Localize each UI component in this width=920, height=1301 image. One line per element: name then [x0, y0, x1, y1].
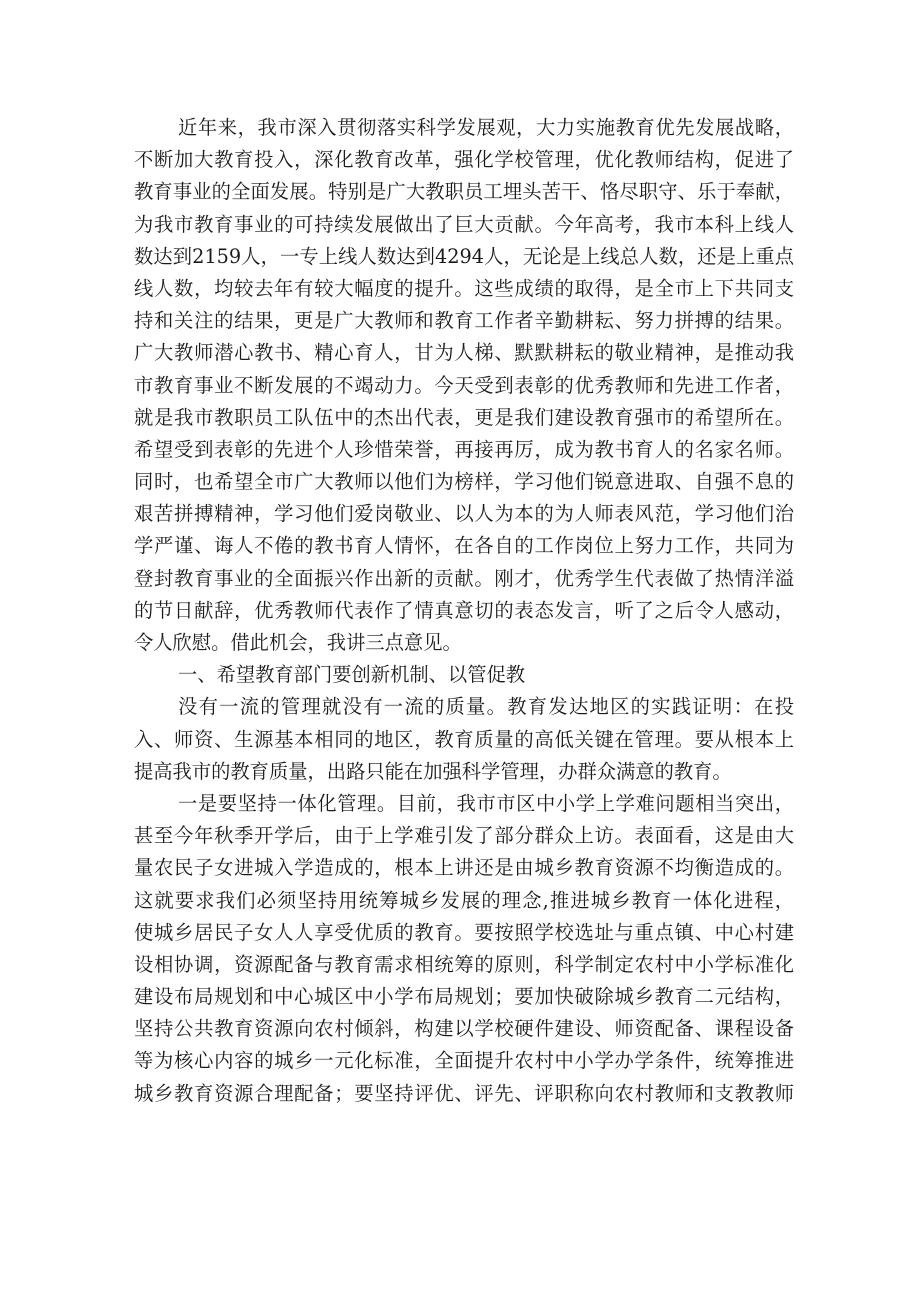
text-line: 登封教育事业的全面振兴作出新的贡献。刚才，优秀学生代表做了热情洋溢: [134, 566, 794, 590]
text-line: 等为核心内容的城乡一元化标准，全面提升农村中小学办学条件，统筹推进: [134, 1049, 794, 1073]
text-line: 教育事业的全面发展。特别是广大教职员工埋头苦干、恪尽职守、乐于奉献，: [134, 180, 794, 204]
text-line: 艰苦拼搏精神，学习他们爱岗敬业、以人为本的为人师表风范，学习他们治: [134, 502, 794, 526]
text-line: 没有一流的管理就没有一流的质量。教育发达地区的实践证明：在投: [178, 695, 794, 719]
text-line: 不断加大教育投入，深化教育改革，强化学校管理，优化教师结构，促进了: [134, 148, 794, 172]
text-line: 提高我市的教育质量，出路只能在加强科学管理，办群众满意的教育。: [134, 759, 732, 783]
text-line: 一是要坚持一体化管理。目前，我市市区中小学上学难问题相当突出，: [178, 791, 794, 815]
text-line: 同时，也希望全市广大教师以他们为榜样，学习他们锐意进取、自强不息的: [134, 470, 794, 494]
text-line: 数达到2159人，一专上线人数达到4294人，无论是上线总人数，还是上重点: [134, 244, 794, 268]
paragraph-integration: [134, 788, 794, 1110]
heading-line: 一、希望教育部门要创新机制、以管促教: [178, 663, 526, 687]
document-page: [134, 112, 794, 1110]
paragraph-management: [134, 691, 794, 788]
section-heading: [134, 659, 794, 691]
text-line: 城乡教育资源合理配备；要坚持评优、评先、评职称向农村教师和支教教师: [134, 1081, 794, 1105]
text-line: 入、师资、生源基本相同的地区，教育质量的高低关键在管理。要从根本上: [134, 727, 794, 751]
paragraph-intro: [134, 112, 794, 659]
text-line: 令人欣慰。借此机会，我讲三点意见。: [134, 631, 462, 654]
text-line: 就是我市教职员工队伍中的杰出代表，更是我们建设教育强市的希望所在。: [134, 405, 794, 429]
text-line: 线人数，均较去年有较大幅度的提升。这些成绩的取得，是全市上下共同支: [134, 276, 794, 300]
text-line: 建设布局规划和中心城区中小学布局规划；要加快破除城乡教育二元结构，: [134, 985, 794, 1009]
text-line: 使城乡居民子女人人享受优质的教育。要按照学校选址与重点镇、中心村建: [134, 920, 794, 944]
text-line: 近年来，我市深入贯彻落实科学发展观，大力实施教育优先发展战略，: [178, 116, 794, 139]
text-line: 持和关注的结果，更是广大教师和教育工作者辛勤耕耘、努力拼搏的结果。: [134, 309, 794, 333]
text-line: 希望受到表彰的先进个人珍惜荣誉，再接再厉，成为教书育人的名家名师。: [134, 437, 794, 461]
text-line: 这就要求我们必须坚持用统筹城乡发展的理念,推进城乡教育一体化进程，: [134, 888, 794, 912]
text-line: 甚至今年秋季开学后，由于上学难引发了部分群众上访。表面看，这是由大: [134, 824, 794, 848]
text-line: 的节日献辞，优秀教师代表作了情真意切的表态发言，听了之后令人感动，: [134, 598, 794, 622]
text-line: 广大教师潜心教书、精心育人，甘为人梯、默默耕耘的敬业精神，是推动我: [134, 341, 794, 365]
text-line: 量农民子女进城入学造成的，根本上讲还是由城乡教育资源不均衡造成的。: [134, 856, 794, 880]
text-line: 坚持公共教育资源向农村倾斜，构建以学校硬件建设、师资配备、课程设备: [134, 1017, 794, 1041]
text-line: 为我市教育事业的可持续发展做出了巨大贡献。今年高考，我市本科上线人: [134, 212, 794, 236]
text-line: 市教育事业不断发展的不竭动力。今天受到表彰的优秀教师和先进工作者，: [134, 373, 794, 397]
text-line: 学严谨、诲人不倦的教书育人情怀，在各自的工作岗位上努力工作，共同为: [134, 534, 794, 558]
text-line: 设相协调，资源配备与教育需求相统筹的原则，科学制定农村中小学标准化: [134, 952, 794, 976]
